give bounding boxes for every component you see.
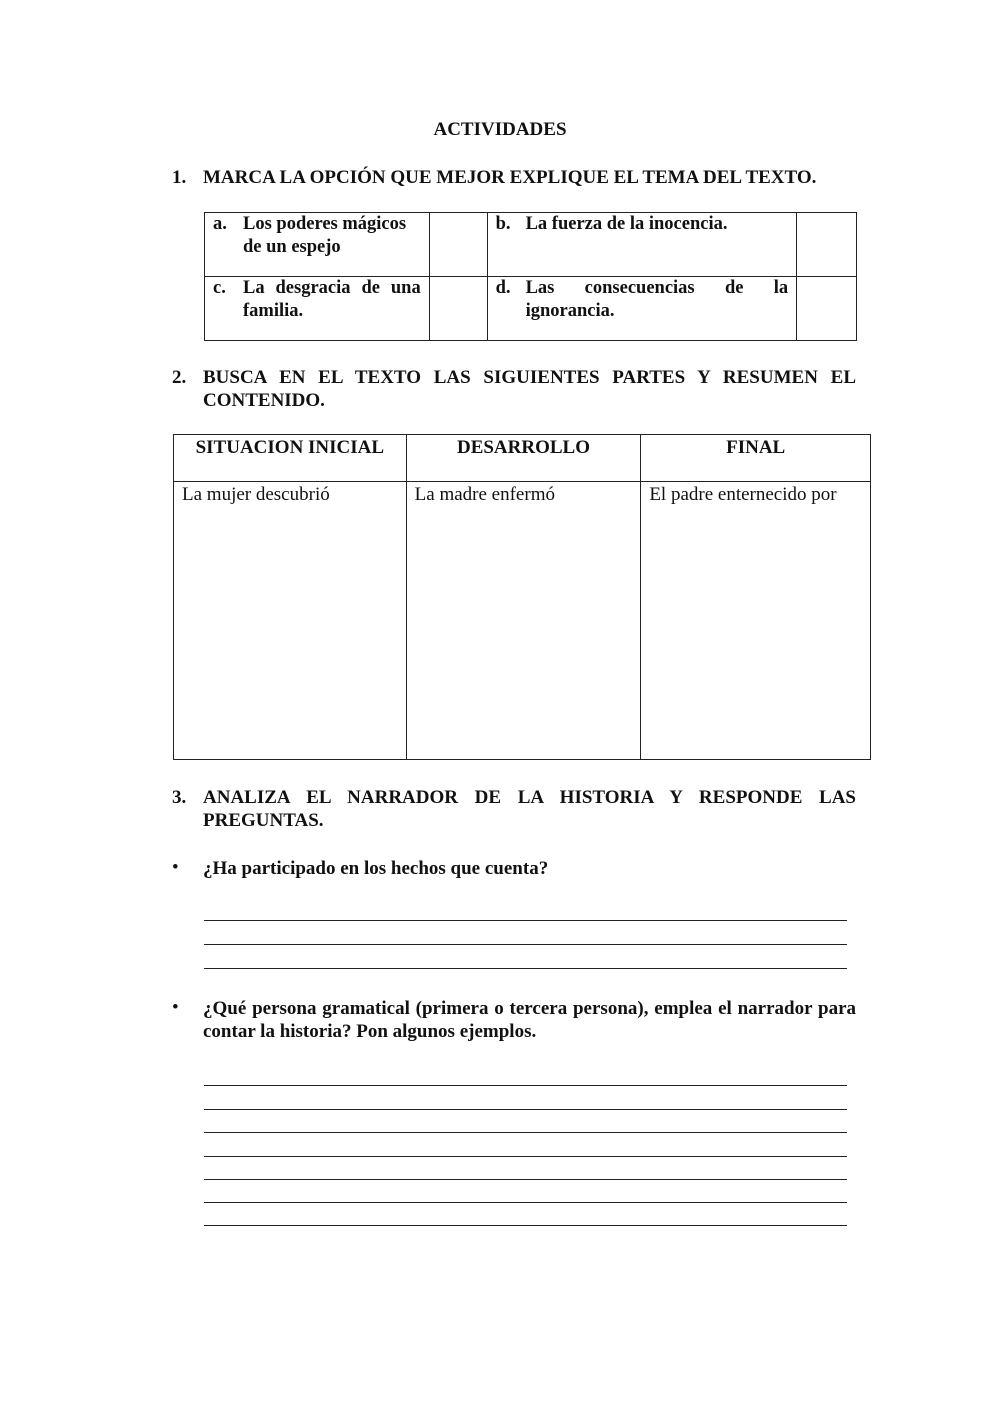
option-c-text: La desgracia de una familia. bbox=[243, 278, 421, 321]
answer-final-text: El padre enternecido por bbox=[649, 484, 837, 505]
question-2 bbox=[172, 366, 856, 412]
answer-situacion-inicial[interactable] bbox=[174, 482, 407, 760]
option-b-text: La fuerza de la inocencia. bbox=[525, 214, 728, 234]
question-3-number: 3. bbox=[172, 787, 187, 808]
answer-line[interactable] bbox=[204, 920, 847, 921]
question-3 bbox=[172, 786, 856, 832]
option-b-letter: b. bbox=[495, 214, 511, 234]
bullet-icon: • bbox=[172, 997, 179, 1018]
answer-situacion-inicial-text: La mujer descubrió bbox=[182, 484, 330, 505]
answer-line[interactable] bbox=[204, 1202, 847, 1203]
options-table bbox=[204, 212, 857, 341]
sub-question-1 bbox=[172, 857, 856, 880]
sub-question-2 bbox=[172, 997, 856, 1043]
option-a-letter: a. bbox=[213, 214, 227, 234]
answer-final[interactable] bbox=[641, 482, 871, 760]
option-d-letter: d. bbox=[495, 278, 511, 298]
option-d bbox=[488, 277, 797, 323]
parts-table bbox=[173, 434, 871, 760]
question-2-text: BUSCA EN EL TEXTO LAS SIGUIENTES PARTES Y RESUMEN EL CONTENIDO. bbox=[203, 367, 856, 411]
answer-line[interactable] bbox=[204, 1132, 847, 1133]
page-title: ACTIVIDADES bbox=[433, 119, 567, 140]
question-1-number: 1. bbox=[172, 167, 187, 188]
option-d-checkbox[interactable] bbox=[797, 277, 857, 341]
option-c bbox=[205, 277, 429, 323]
option-a-text: Los poderes mágicos de un espejo bbox=[243, 214, 407, 257]
sub-question-2-text: ¿Qué persona gramatical (primera o tercera persona), emplea el narrador para contar la historia? Pon algunos ejemplos. bbox=[203, 998, 856, 1042]
answer-line[interactable] bbox=[204, 1156, 847, 1157]
option-c-checkbox[interactable] bbox=[429, 277, 487, 341]
option-a bbox=[205, 213, 429, 259]
question-2-number: 2. bbox=[172, 367, 187, 388]
answer-desarrollo-text: La madre enfermó bbox=[414, 484, 555, 505]
answer-desarrollo[interactable] bbox=[406, 482, 641, 760]
question-1-text: MARCA LA OPCIÓN QUE MEJOR EXPLIQUE EL TEMA DEL TEXTO. bbox=[203, 167, 817, 188]
answer-line[interactable] bbox=[204, 944, 847, 945]
answer-line[interactable] bbox=[204, 1225, 847, 1226]
option-c-letter: c. bbox=[213, 278, 226, 298]
option-b-checkbox[interactable] bbox=[797, 213, 857, 277]
sub-question-1-text: ¿Ha participado en los hechos que cuenta? bbox=[203, 858, 549, 879]
option-b bbox=[488, 213, 797, 236]
answer-line[interactable] bbox=[204, 1085, 847, 1086]
header-situacion-inicial: SITUACION INICIAL bbox=[174, 435, 407, 482]
bullet-icon: • bbox=[172, 857, 179, 878]
header-final: FINAL bbox=[641, 435, 871, 482]
answer-line[interactable] bbox=[204, 968, 847, 969]
option-a-checkbox[interactable] bbox=[429, 213, 487, 277]
answer-line[interactable] bbox=[204, 1179, 847, 1180]
option-d-text: Las consecuencias de la ignorancia. bbox=[525, 278, 789, 321]
question-3-text: ANALIZA EL NARRADOR DE LA HISTORIA Y RESPONDE LAS PREGUNTAS. bbox=[203, 787, 856, 831]
answer-line[interactable] bbox=[204, 1109, 847, 1110]
header-desarrollo: DESARROLLO bbox=[406, 435, 641, 482]
question-1 bbox=[172, 166, 856, 189]
